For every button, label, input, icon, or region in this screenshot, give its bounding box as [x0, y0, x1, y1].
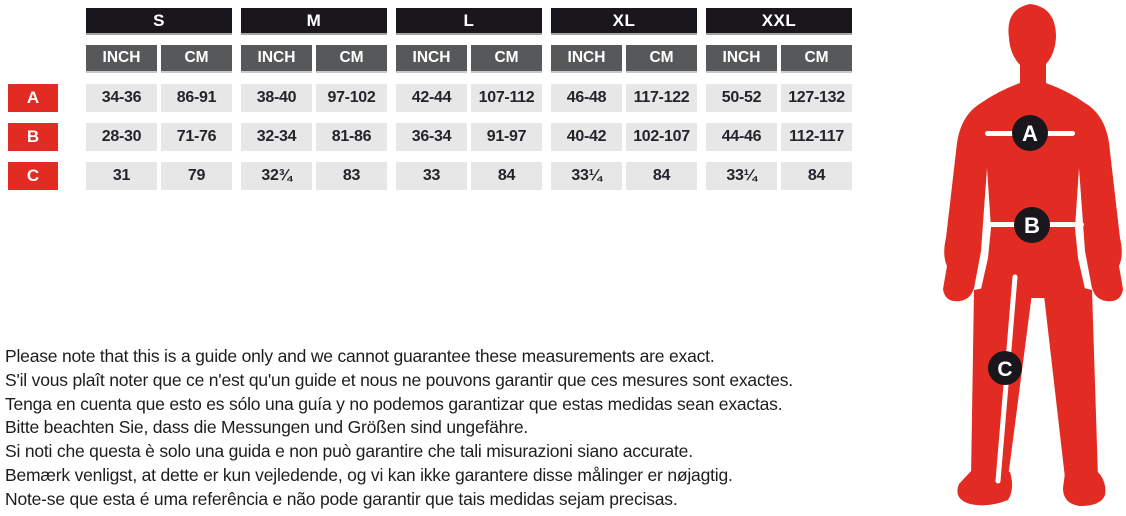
disclaimer-line-en: Please note that this is a guide only and we cannot guarantee these measurements are exact.: [5, 346, 715, 366]
measurement-cell: 97-102: [316, 84, 387, 112]
unit-header-inch: INCH: [551, 45, 622, 71]
measurement-cell: 83: [316, 162, 387, 190]
measurement-cell: 33¼: [706, 162, 777, 190]
row-c-group-l: [396, 162, 542, 190]
unit-header-row: [8, 45, 861, 71]
table-row-a: [8, 84, 861, 112]
measurement-cell: 81-86: [316, 123, 387, 151]
measurement-cell: 71-76: [161, 123, 232, 151]
size-header-s: S: [86, 8, 232, 33]
size-header-m: M: [241, 8, 387, 33]
row-c-group-m: [241, 162, 387, 190]
measurement-cell: 112-117: [781, 123, 852, 151]
disclaimer-line-pt: Note-se que esta é uma referência e não pode garantir que tais medidas sejam precisas.: [5, 488, 678, 509]
row-label-c: C: [8, 162, 58, 190]
measurement-cell: 127-132: [781, 84, 852, 112]
measurement-cell: 40-42: [551, 123, 622, 151]
row-b-group-s: [86, 123, 232, 151]
unit-header-cm: CM: [161, 45, 232, 71]
body-measurement-figure: [930, 0, 1126, 516]
measurement-cell: 33¼: [551, 162, 622, 190]
row-a-group-xl: [551, 84, 697, 112]
unit-header-cm: CM: [471, 45, 542, 71]
disclaimer-line-it: Si noti che questa è solo una guida e non può garantire che tali misurazioni siano accurate.: [5, 441, 693, 462]
measurement-cell: 84: [471, 162, 542, 190]
measurement-cell: 107-112: [471, 84, 542, 112]
silhouette-right-leg: [1042, 278, 1105, 506]
measurement-cell: 117-122: [626, 84, 697, 112]
disclaimer-line-es: Tenga en cuenta que esto es sólo una guía y no podemos garantizar que estas medidas sean exactas.: [5, 393, 783, 414]
row-a-group-m: [241, 84, 387, 112]
measurement-cell: 38-40: [241, 84, 312, 112]
measurement-cell: 102-107: [626, 123, 697, 151]
unit-header-cm: CM: [316, 45, 387, 71]
table-row-c: [8, 162, 861, 190]
measurement-cell: 32¾: [241, 162, 312, 190]
silhouette-torso-arms: [943, 56, 1123, 301]
table-row-b: [8, 123, 861, 151]
measurement-cell: 46-48: [551, 84, 622, 112]
unit-group-l: [396, 45, 542, 71]
marker-c-label: C: [997, 358, 1013, 381]
row-b-group-l: [396, 123, 542, 151]
measurement-cell: 32-34: [241, 123, 312, 151]
unit-header-inch: INCH: [86, 45, 157, 71]
row-a-group-l: [396, 84, 542, 112]
measurement-cell: 79: [161, 162, 232, 190]
row-c-group-s: [86, 162, 232, 190]
measurement-cell: 91-97: [471, 123, 542, 151]
row-a-group-xxl: [706, 84, 852, 112]
unit-header-cm: CM: [626, 45, 697, 71]
measurement-cell: 84: [781, 162, 852, 190]
measurement-cell: 28-30: [86, 123, 157, 151]
measurement-cell: 50-52: [706, 84, 777, 112]
disclaimer-text: [5, 345, 905, 512]
unit-group-s: [86, 45, 232, 71]
size-header-l: L: [396, 8, 542, 33]
unit-group-m: [241, 45, 387, 71]
disclaimer-line-da: Bemærk venligst, at dette er kun vejledende, og vi kan ikke garantere disse målinger er nøjagtig.: [5, 464, 733, 485]
size-header-xxl: XXL: [706, 8, 852, 33]
measurement-cell: 34-36: [86, 84, 157, 112]
marker-a-label: A: [1022, 121, 1038, 146]
unit-group-xxl: [706, 45, 852, 71]
row-b-group-m: [241, 123, 387, 151]
row-a-group-s: [86, 84, 232, 112]
unit-header-cm: CM: [781, 45, 852, 71]
measurement-cell: 44-46: [706, 123, 777, 151]
row-b-group-xxl: [706, 123, 852, 151]
disclaimer-line-de: Bitte beachten Sie, dass die Messungen und Größen sind ungefähre.: [5, 417, 529, 438]
measurement-cell: 36-34: [396, 123, 467, 151]
silhouette-head: [1008, 4, 1056, 66]
marker-b-label: B: [1024, 213, 1040, 238]
size-header-xl: XL: [551, 8, 697, 33]
disclaimer-line-fr: S'il vous plaît noter que ce n'est qu'un guide et nous ne pouvons garantir que ces mesures sont exactes.: [5, 369, 793, 390]
unit-header-inch: INCH: [706, 45, 777, 71]
row-c-group-xxl: [706, 162, 852, 190]
measurement-cell: 42-44: [396, 84, 467, 112]
unit-header-inch: INCH: [396, 45, 467, 71]
male-silhouette-icon: [930, 0, 1126, 516]
silhouette-left-leg: [957, 278, 1034, 505]
size-header-row: [8, 8, 861, 33]
row-b-group-xl: [551, 123, 697, 151]
unit-header-inch: INCH: [241, 45, 312, 71]
measurement-cell: 31: [86, 162, 157, 190]
measurement-cell: 33: [396, 162, 467, 190]
row-c-group-xl: [551, 162, 697, 190]
measurement-cell: 84: [626, 162, 697, 190]
measurement-cell: 86-91: [161, 84, 232, 112]
unit-group-xl: [551, 45, 697, 71]
row-label-a: A: [8, 84, 58, 112]
row-label-b: B: [8, 123, 58, 151]
